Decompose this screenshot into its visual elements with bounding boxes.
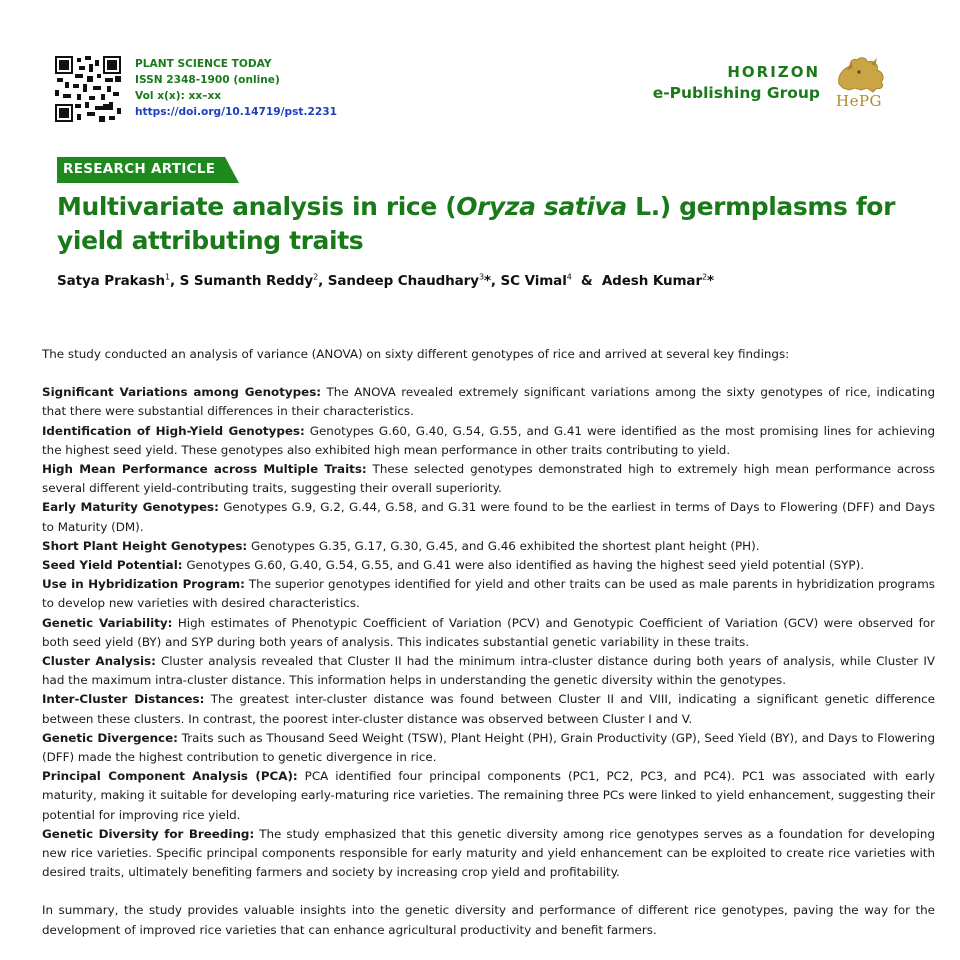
intro-paragraph: The study conducted an analysis of variance (ANOVA) on sixty different genotypes of rice and arrived at several key findings: [42,347,790,361]
finding-item: Genetic Diversity for Breeding: The study emphasized that this genetic diversity among rice genotypes serves as a foundation for developing new rice varieties. Specific principal components responsible for early maturity and yield enhancement can be exploited to create rice varieties with desired traits, ultimately benefiting farmers and society by increasing crop yield and profitability. [42,826,935,880]
article-title [57,190,917,258]
title-part2: L.) germplasms for yield attributing traits [57,192,895,255]
logo-text: HePG [836,92,883,110]
finding-item: High Mean Performance across Multiple Traits: These selected genotypes demonstrated high to extremely high mean performance across several different yield-contributing traits, suggesting their overall superiority. [42,462,936,496]
author: S Sumanth Reddy$^2$, [179,272,328,289]
author: Satya Prakash$^1$, [57,272,180,289]
doi-link[interactable]: https://doi.org/10.14719/pst.2231 [135,106,337,118]
finding-item: Genetic Variability: High estimates of Phenotypic Coefficient of Variation (PCV) and Genotypic Coefficient of Variation (GCV) were observed for both seed yield (BY) and SYP during both years of analysis. This indicates substantial genetic variability in these traits. [42,615,936,649]
article-type-text: RESEARCH ARTICLE [63,161,216,177]
finding-item: Principal Component Analysis (PCA): PCA identified four principal components (PC1, PC2, PC3, and PC4). PC1 was associated with early maturity, making it suitable for developing early-maturing rice varieties. The remaining three PCs were linked to yield enhancement, suggesting their potential for improving rice yield. [42,769,935,822]
author: SC Vimal$^4$ & [500,272,602,289]
publisher-group: e-Publishing Group [652,84,820,102]
finding-item: Short Plant Height Genotypes: Genotypes G.35, G.17, G.30, G.45, and G.46 exhibited the shortest plant height (PH). [42,538,760,553]
publisher-name: HORIZON [727,63,820,81]
article-body [42,345,935,940]
journal-info [135,56,337,120]
journal-issn: ISSN 2348-1900 (online) [135,74,280,86]
qr-code-icon [55,56,121,122]
finding-item: Inter-Cluster Distances: The greatest inter-cluster distance was found between Cluster II and VIII, indicating a significant genetic difference between these clusters. In contrast, the poorest inter-cluster distance was observed between Cluster I and V. [42,692,935,726]
title-part1: Multivariate analysis in rice ( [57,192,457,221]
journal-volume: Vol x(x): xx–xx [135,90,222,102]
finding-item: Identification of High-Yield Genotypes: Genotypes G.60, G.40, G.54, G.55, and G.41 were identified as the most promising lines for achieving the highest seed yield. These genotypes also exhibited high mean performance in other traits contributing to yield. [42,423,935,457]
summary-paragraph: In summary, the study provides valuable insights into the genetic diversity and performance of different rice genotypes, paving the way for the development of improved rice varieties that can enhance agricultural productivity and benefit farmers. [42,903,935,937]
author: Adesh Kumar$^2$* [601,272,714,289]
finding-item: Use in Hybridization Program: The superior genotypes identified for yield and other traits can be used as male parents in hybridization programs to develop new varieties with desired characteristics. [42,577,935,611]
author-list [57,272,714,289]
finding-item: Cluster Analysis: Cluster analysis revealed that Cluster II had the minimum intra-cluster distance during both years of analysis, while Cluster IV had the maximum intra-cluster distance. This information helps in understanding the genetic diversity within the genotypes. [42,654,935,688]
findings-list [42,383,935,882]
finding-item: Significant Variations among Genotypes: The ANOVA revealed extremely significant variations among the sixty genotypes of rice, indicating that there were substantial differences in their characteristics. [42,385,935,419]
finding-item: Early Maturity Genotypes: Genotypes G.9, G.2, G.44, G.58, and G.31 were found to be the earliest in terms of Days to Flowering (DFF) and Days to Maturity (DM). [42,500,935,534]
author: Sandeep Chaudhary$^3$*, [327,272,501,289]
article-type-label [57,157,239,183]
publisher-info [653,62,820,104]
title-species: Oryza sativa [456,192,627,221]
finding-item: Genetic Divergence: Traits such as Thousand Seed Weight (TSW), Plant Height (PH), Grain Productivity (GP), Seed Yield (BY), and Days to Flowering (DFF) made the highest contribution to genetic divergence in rice. [42,730,936,765]
journal-name: PLANT SCIENCE TODAY [135,58,272,70]
finding-item: Seed Yield Potential: Genotypes G.60, G.40, G.54, G.55, and G.41 were also identified as having the highest seed yield potential (SYP). [42,558,865,573]
